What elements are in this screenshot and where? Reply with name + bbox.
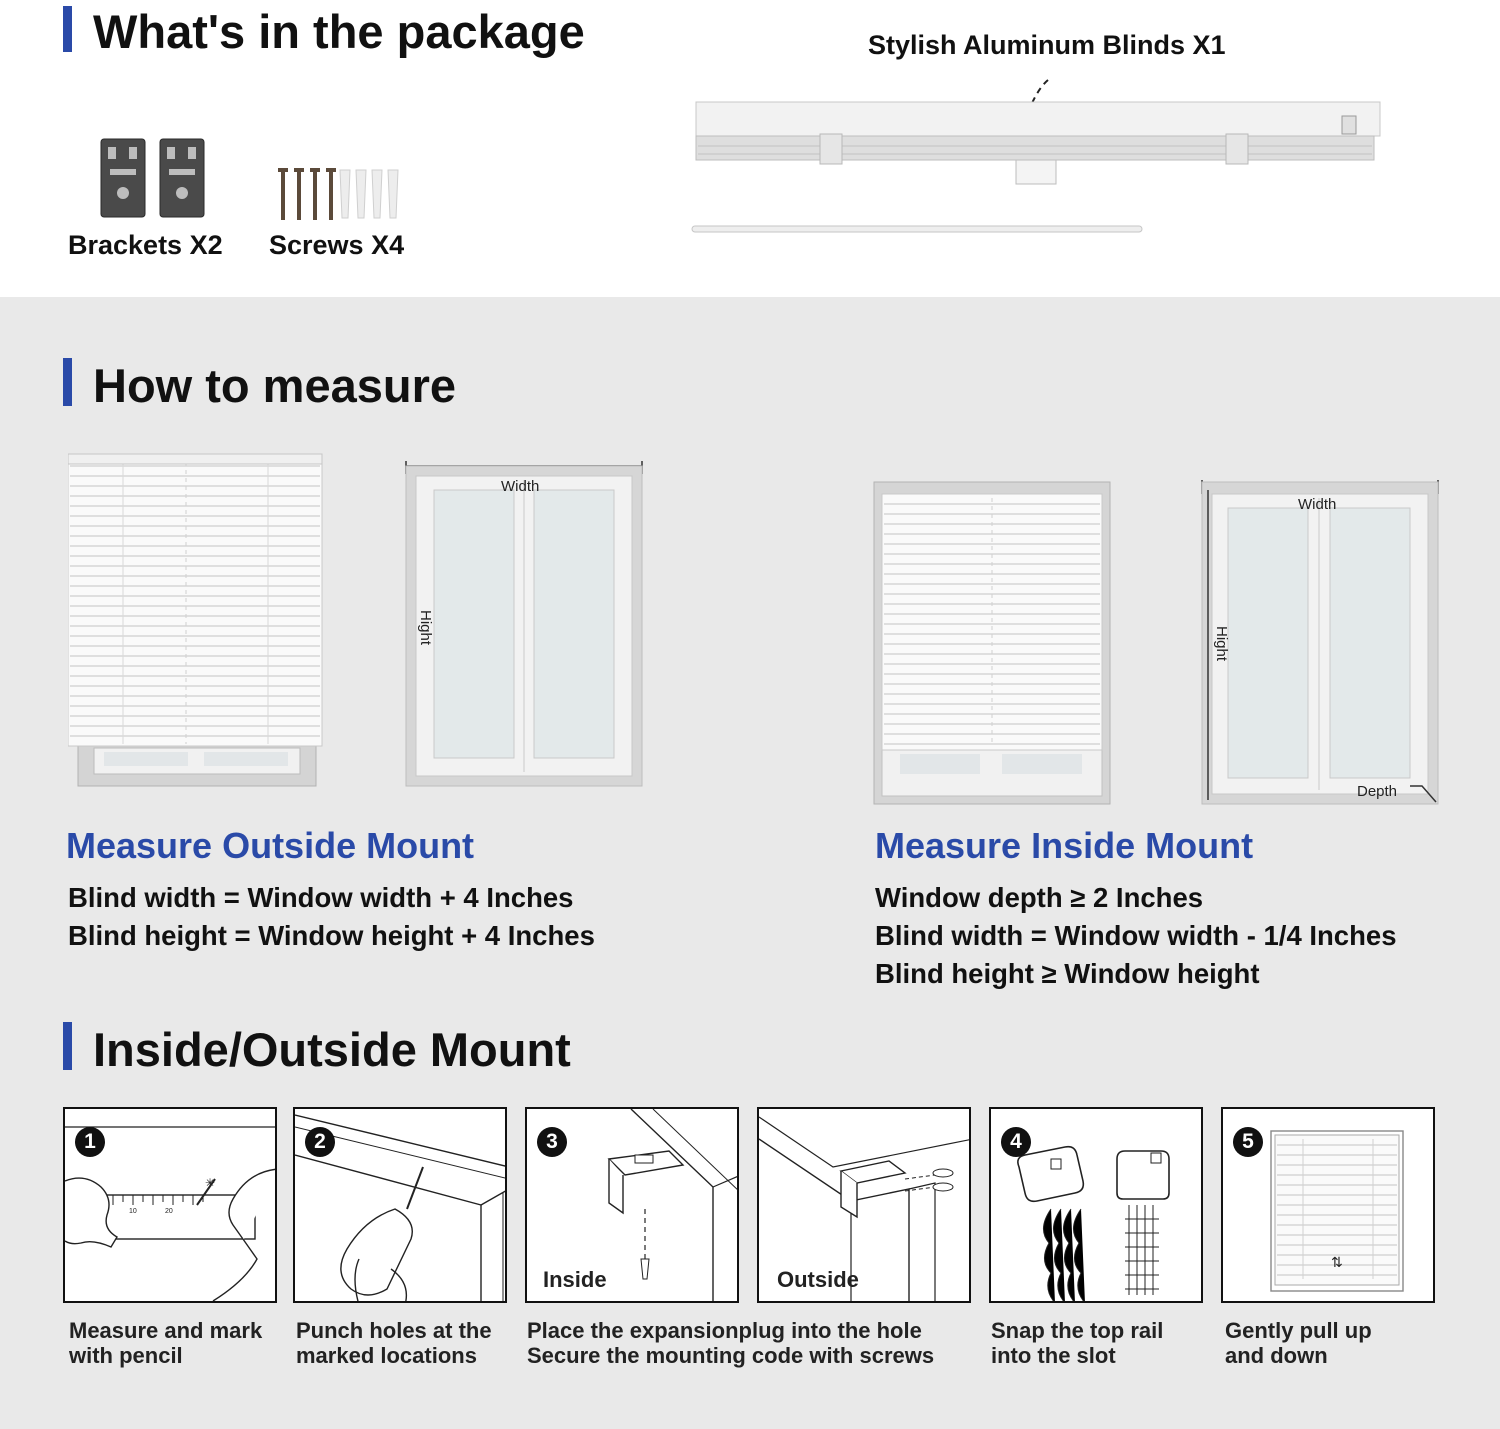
step-number-badge: 1 xyxy=(75,1127,105,1157)
step-number-badge: 2 xyxy=(305,1127,335,1157)
blinds-label: Stylish Aluminum Blinds X1 xyxy=(868,30,1226,60)
screws-image xyxy=(274,168,406,224)
inside-window-diagram xyxy=(1196,476,1442,808)
ruler-tick: 10 xyxy=(129,1208,137,1215)
inside-label: Inside xyxy=(543,1267,607,1292)
step-number-badge: 4 xyxy=(1001,1127,1031,1157)
inside-width-label: Width xyxy=(1298,496,1337,513)
step-1-caption: Measure and mark with pencil xyxy=(69,1318,263,1368)
inside-rule: Window depth ≥ 2 Inches xyxy=(875,882,1204,913)
inside-mount-blind-image xyxy=(872,480,1112,806)
brackets-image xyxy=(96,135,216,221)
inside-height-label: Hight xyxy=(1213,626,1230,662)
outside-rule: Blind height = Window height + 4 Inches xyxy=(68,920,595,951)
inside-depth-label: Depth xyxy=(1357,783,1398,800)
outside-height-label: Hight xyxy=(417,610,434,646)
step-4-caption: Snap the top rail into the slot xyxy=(991,1318,1164,1368)
screws-label: Screws X4 xyxy=(269,230,405,260)
step-2-panel xyxy=(293,1107,507,1303)
svg-text:✳: ✳ xyxy=(205,1176,216,1190)
outside-mount-title: Measure Outside Mount xyxy=(66,825,475,866)
step-5-caption: Gently pull up and down xyxy=(1225,1318,1372,1368)
step-3-inside-panel xyxy=(525,1107,739,1303)
inside-rule: Blind height ≥ Window height xyxy=(875,958,1260,989)
outside-window-diagram xyxy=(400,460,646,792)
step-3-caption: Place the expansionplug into the hole Secure the mounting code with screws xyxy=(527,1318,935,1368)
outside-width-label: Width xyxy=(501,478,540,495)
step-number-badge: 5 xyxy=(1233,1127,1263,1157)
step-2-caption: Punch holes at the marked locations xyxy=(296,1318,492,1368)
inside-mount-title: Measure Inside Mount xyxy=(875,825,1254,866)
svg-text:⇅: ⇅ xyxy=(1331,1255,1343,1271)
outside-label: Outside xyxy=(777,1267,859,1292)
inside-rule: Blind width = Window width - 1/4 Inches xyxy=(875,920,1397,951)
step-number-badge: 3 xyxy=(537,1127,567,1157)
ruler-tick: 20 xyxy=(165,1208,173,1215)
package-section: What's in the package Brackets X2 Screws X4 Stylish Aluminum Blinds X1 xyxy=(0,0,1500,297)
step-4-panel xyxy=(989,1107,1203,1303)
step-3-outside-panel xyxy=(757,1107,971,1303)
blinds-headrail-image xyxy=(690,74,1382,240)
outside-rule: Blind width = Window width + 4 Inches xyxy=(68,882,574,913)
step-1-panel xyxy=(63,1107,277,1303)
step-5-panel xyxy=(1221,1107,1435,1303)
brackets-label: Brackets X2 xyxy=(68,230,223,260)
outside-mount-blind-image xyxy=(68,452,324,790)
